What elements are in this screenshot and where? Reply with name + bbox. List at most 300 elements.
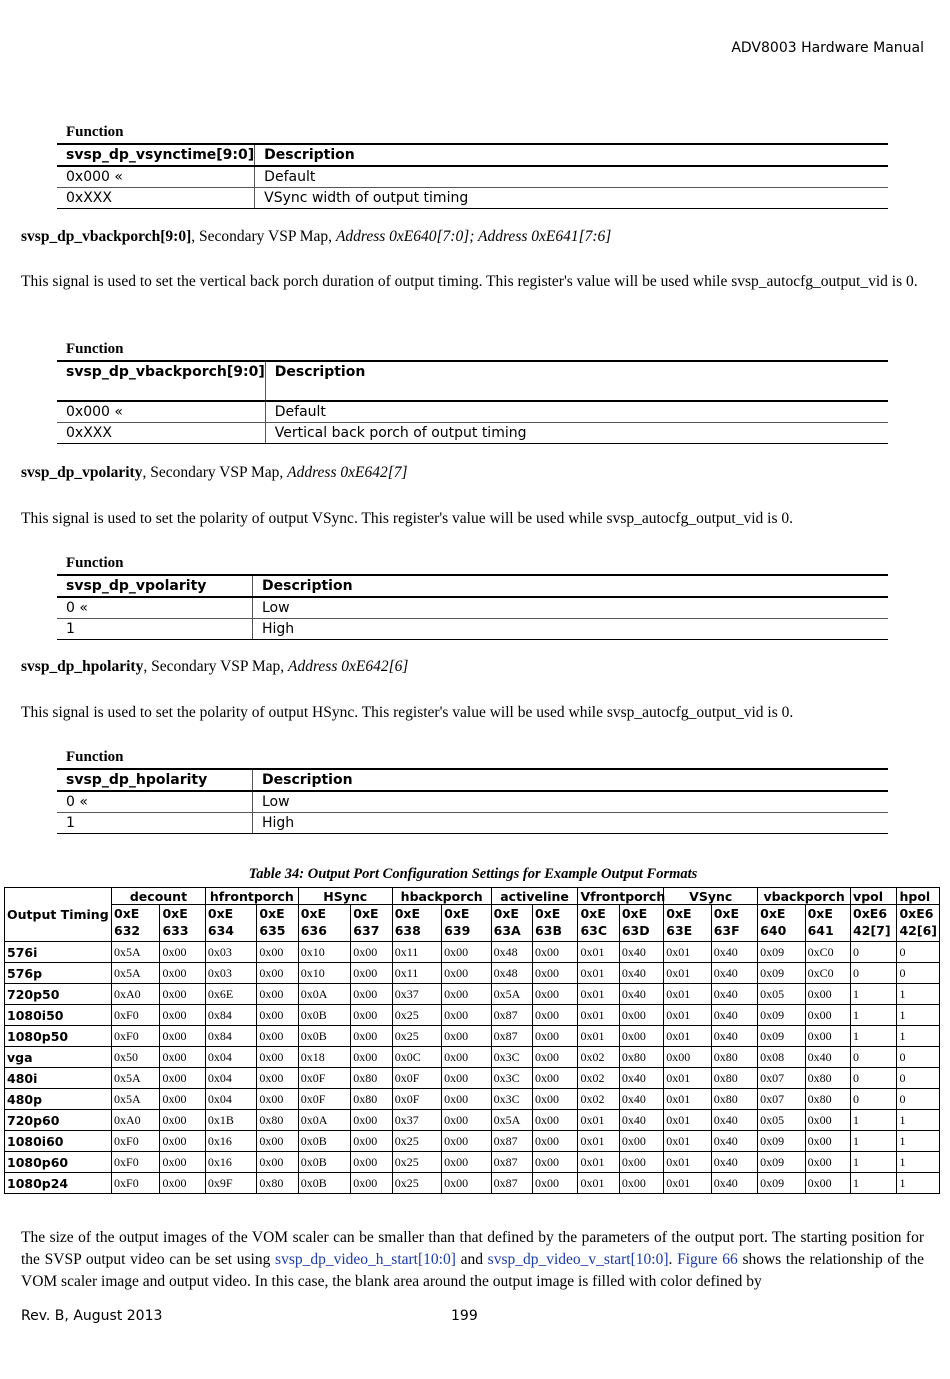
- table-cell: VSync width of output timing: [255, 188, 888, 209]
- table-cell: 0x80: [257, 1110, 298, 1131]
- table-row: [5, 963, 940, 984]
- table-cell: 0x48: [491, 963, 532, 984]
- table-cell: 0x00: [257, 942, 298, 963]
- table-cell: 0x40: [619, 984, 663, 1005]
- figure-66-link[interactable]: Figure 66: [677, 1251, 738, 1268]
- table-cell: 0x01: [664, 942, 711, 963]
- table-cell: 0x02: [578, 1068, 619, 1089]
- table-cell: 0xF0: [112, 1131, 160, 1152]
- table-cell: 0: [897, 1047, 940, 1068]
- register-address-header: 0xE6 42[7]: [851, 905, 897, 942]
- table-cell: 0x5A: [491, 984, 532, 1005]
- table-cell: 0x01: [578, 1152, 619, 1173]
- map-name: , Secondary VSP Map,: [142, 464, 288, 481]
- output-timing-name: 720p60: [5, 1110, 112, 1131]
- output-timing-name: 576p: [5, 963, 112, 984]
- register-address-header: 0xE 640: [758, 905, 805, 942]
- table-cell: 0x87: [491, 1005, 532, 1026]
- table-cell: 0 «: [57, 597, 253, 619]
- table-cell: 0x40: [711, 984, 757, 1005]
- table-cell: 0x000 «: [57, 401, 265, 423]
- table-cell: 0x18: [298, 1047, 351, 1068]
- table-cell: 0x00: [257, 963, 298, 984]
- table-title: Function: [66, 749, 124, 765]
- output-timing-header: Output Timing: [5, 888, 112, 942]
- table-cell: 0x00: [442, 1131, 491, 1152]
- table-cell: 1: [57, 813, 253, 834]
- table-cell: 0x00: [160, 942, 205, 963]
- table-cell: 0x40: [711, 1026, 757, 1047]
- output-timing-name: 1080p60: [5, 1152, 112, 1173]
- group-header: vpol: [851, 888, 897, 905]
- table-cell: 0x00: [442, 1173, 491, 1194]
- table-cell: 0x00: [351, 942, 392, 963]
- hpolarity-signal-heading: [21, 658, 408, 676]
- table-cell: 0x25: [392, 1131, 441, 1152]
- table-cell: 0x00: [160, 1152, 205, 1173]
- table-cell: 0x00: [805, 1152, 850, 1173]
- table-cell: 0x0A: [298, 1110, 351, 1131]
- table-cell: 0x3C: [491, 1068, 532, 1089]
- table-title: Function: [66, 341, 124, 357]
- group-header: hpol: [897, 888, 940, 905]
- table-cell: 0x87: [491, 1026, 532, 1047]
- table-cell: 0x05: [758, 1110, 805, 1131]
- v-start-link[interactable]: svsp_dp_video_v_start[10:0]: [487, 1251, 669, 1268]
- table-cell: 1: [897, 1110, 940, 1131]
- table-cell: 0x08: [758, 1047, 805, 1068]
- table-cell: 0xXXX: [57, 423, 265, 444]
- table-cell: 0xC0: [805, 963, 850, 984]
- output-timing-name: 480i: [5, 1068, 112, 1089]
- table-cell: 1: [851, 1152, 897, 1173]
- table-cell: 1: [897, 1152, 940, 1173]
- table-cell: 0x03: [205, 963, 256, 984]
- table-cell: 0x01: [664, 963, 711, 984]
- table-cell: 1: [851, 984, 897, 1005]
- register-address-header: 0xE 63B: [533, 905, 578, 942]
- table-cell: 1: [897, 1173, 940, 1194]
- table-cell: 0xF0: [112, 1005, 160, 1026]
- signal-name: svsp_dp_hpolarity: [21, 658, 144, 675]
- table-cell: 0x48: [491, 942, 532, 963]
- table-cell: 0x6E: [205, 984, 256, 1005]
- table-cell: 0x00: [805, 1110, 850, 1131]
- table-cell: 0x0B: [298, 1131, 351, 1152]
- group-header: hbackporch: [392, 888, 491, 905]
- table-cell: 0x01: [664, 1089, 711, 1110]
- register-address-header: 0xE 637: [351, 905, 392, 942]
- table-cell: 0x00: [442, 984, 491, 1005]
- map-name: , Secondary VSP Map,: [143, 658, 288, 675]
- table-cell: 1: [897, 1005, 940, 1026]
- h-start-link[interactable]: svsp_dp_video_h_start[10:0]: [275, 1251, 456, 1268]
- table-cell: 0x07: [758, 1089, 805, 1110]
- table-cell: 0x00: [442, 942, 491, 963]
- table-cell: 1: [897, 1026, 940, 1047]
- table-cell: 0x03: [205, 942, 256, 963]
- table-cell: 0x01: [578, 1131, 619, 1152]
- table-cell: 0xF0: [112, 1152, 160, 1173]
- group-header: HSync: [298, 888, 392, 905]
- table-cell: 0x00: [257, 1089, 298, 1110]
- table-cell: 0x87: [491, 1152, 532, 1173]
- table-cell: 0x80: [351, 1068, 392, 1089]
- register-address-header: 0xE 63E: [664, 905, 711, 942]
- table-row: [5, 1047, 940, 1068]
- table-cell: 0xC0: [805, 942, 850, 963]
- column-header: svsp_dp_vsynctime[9:0]: [57, 144, 255, 166]
- table-cell: 0x00: [160, 1005, 205, 1026]
- table-cell: 0x80: [805, 1068, 850, 1089]
- table-cell: 0x40: [711, 942, 757, 963]
- table-cell: 0x3C: [491, 1089, 532, 1110]
- table-cell: 0x5A: [491, 1110, 532, 1131]
- output-timing-name: 576i: [5, 942, 112, 963]
- table-cell: 0x04: [205, 1089, 256, 1110]
- register-address-header: 0xE 638: [392, 905, 441, 942]
- table-cell: 0x00: [619, 1173, 663, 1194]
- table-cell: 0x50: [112, 1047, 160, 1068]
- table-cell: 0x40: [711, 1131, 757, 1152]
- register-address-header: 0xE 634: [205, 905, 256, 942]
- table-cell: 0x01: [664, 1026, 711, 1047]
- table-cell: 0: [897, 1068, 940, 1089]
- hpolarity-description: This signal is used to set the polarity of output HSync. This register's value will be used while svsp_autocfg_output_vid is 0.: [21, 704, 794, 721]
- column-header: Description: [255, 144, 888, 166]
- table-cell: 0: [851, 1047, 897, 1068]
- table-cell: 0x00: [533, 1173, 578, 1194]
- table-cell: 1: [851, 1110, 897, 1131]
- table-cell: 0x87: [491, 1131, 532, 1152]
- table-cell: 0x01: [664, 1005, 711, 1026]
- output-timing-name: 1080i50: [5, 1005, 112, 1026]
- table-row: [5, 1131, 940, 1152]
- table-cell: 0x16: [205, 1131, 256, 1152]
- table-cell: 0x00: [351, 1026, 392, 1047]
- column-header: Description: [265, 361, 888, 401]
- page-header: ADV8003 Hardware Manual: [731, 40, 924, 56]
- table-caption: Table 34: Output Port Configuration Settings for Example Output Formats: [248, 866, 698, 882]
- group-header: activeline: [491, 888, 578, 905]
- vbackporch-signal-heading: [21, 228, 611, 246]
- table-cell: 0x09: [758, 1152, 805, 1173]
- table-cell: Low: [253, 597, 889, 619]
- signal-name: svsp_dp_vpolarity: [21, 464, 143, 481]
- table-cell: 0x01: [664, 1173, 711, 1194]
- table-cell: 0: [851, 1068, 897, 1089]
- table-cell: 0x80: [711, 1068, 757, 1089]
- table-row: [5, 1173, 940, 1194]
- table-cell: 0x09: [758, 1005, 805, 1026]
- table-cell: 0x80: [805, 1089, 850, 1110]
- table-cell: 0x00: [257, 1131, 298, 1152]
- table-cell: 0x11: [392, 963, 441, 984]
- table-cell: 0x07: [758, 1068, 805, 1089]
- table-cell: 0 «: [57, 791, 253, 813]
- table-cell: 0x80: [257, 1173, 298, 1194]
- table-cell: 0x00: [442, 1068, 491, 1089]
- table-cell: 0x00: [257, 1005, 298, 1026]
- table-cell: 0x01: [664, 1131, 711, 1152]
- table-row: [5, 942, 940, 963]
- vpolarity-description: This signal is used to set the polarity of output VSync. This register's value will be used while svsp_autocfg_output_vid is 0.: [21, 510, 793, 527]
- table-cell: 0x00: [160, 1110, 205, 1131]
- table-cell: 0x37: [392, 984, 441, 1005]
- table-row: [5, 984, 940, 1005]
- register-address-header: 0xE 635: [257, 905, 298, 942]
- table-cell: 0x80: [711, 1089, 757, 1110]
- table-cell: 0x00: [533, 1005, 578, 1026]
- column-header: svsp_dp_vbackporch[9:0]: [57, 361, 265, 401]
- table-cell: 1: [57, 619, 253, 640]
- register-address-header: 0xE 632: [112, 905, 160, 942]
- table-cell: 0x00: [619, 1005, 663, 1026]
- table-cell: 0x00: [351, 1047, 392, 1068]
- table-cell: 0x01: [664, 984, 711, 1005]
- table-cell: 0x0B: [298, 1005, 351, 1026]
- table-cell: Default: [265, 401, 888, 423]
- table-cell: 0x00: [160, 1047, 205, 1068]
- table-cell: 0x00: [351, 1005, 392, 1026]
- table-row: [5, 1152, 940, 1173]
- table-cell: 0x00: [533, 984, 578, 1005]
- paragraph-text: and: [455, 1251, 488, 1268]
- table-cell: 0x40: [711, 1173, 757, 1194]
- table-cell: 0x80: [711, 1047, 757, 1068]
- table-cell: 0x0F: [392, 1089, 441, 1110]
- table-cell: 0x01: [578, 963, 619, 984]
- table-cell: 0x84: [205, 1026, 256, 1047]
- table-cell: 0x09: [758, 942, 805, 963]
- group-header: vbackporch: [758, 888, 851, 905]
- table-cell: 0x000 «: [57, 166, 255, 188]
- table-cell: 0x00: [351, 984, 392, 1005]
- column-header: svsp_dp_vpolarity: [57, 575, 253, 597]
- vpolarity-function-table: [57, 553, 888, 640]
- register-address-header: 0xE 63F: [711, 905, 757, 942]
- table-cell: 0x00: [351, 1152, 392, 1173]
- table-cell: 0x00: [442, 1110, 491, 1131]
- table-cell: 0x11: [392, 942, 441, 963]
- map-name: , Secondary VSP Map,: [191, 228, 336, 245]
- signal-address: Address 0xE642[7]: [287, 464, 408, 481]
- table-cell: 0x40: [619, 1068, 663, 1089]
- table-cell: 0x25: [392, 1152, 441, 1173]
- output-timing-name: 1080p50: [5, 1026, 112, 1047]
- table-cell: 1: [851, 1131, 897, 1152]
- table-cell: 0: [851, 1089, 897, 1110]
- table-cell: Default: [255, 166, 888, 188]
- vbackporch-function-table: [57, 339, 888, 444]
- table-cell: 0x40: [619, 942, 663, 963]
- table-cell: 0x01: [664, 1152, 711, 1173]
- table-cell: 0x00: [351, 1110, 392, 1131]
- paragraph-text: The size of the output images of the VOM scaler can be smaller than that defined by the parameters of the output port. The starting position for the SVSP output video can be set using: [21, 1229, 924, 1268]
- table-cell: 0x00: [351, 963, 392, 984]
- table-cell: 0x0F: [392, 1068, 441, 1089]
- table-cell: 0x01: [578, 1110, 619, 1131]
- table-cell: 0x01: [664, 1068, 711, 1089]
- table-cell: 0x00: [533, 1152, 578, 1173]
- table-cell: 0x01: [578, 942, 619, 963]
- table-cell: 0x00: [160, 1089, 205, 1110]
- table-cell: 0x40: [805, 1047, 850, 1068]
- table-cell: 0x00: [442, 1089, 491, 1110]
- table-cell: 0x00: [619, 1152, 663, 1173]
- table-title: Function: [66, 124, 124, 140]
- table-cell: 0x00: [442, 1026, 491, 1047]
- table-cell: 0x00: [805, 1131, 850, 1152]
- column-header: Description: [253, 575, 889, 597]
- table-cell: 0x00: [351, 1173, 392, 1194]
- table-cell: 0x00: [805, 984, 850, 1005]
- table-cell: 0: [897, 1089, 940, 1110]
- signal-address: Address 0xE642[6]: [288, 658, 409, 675]
- table-cell: 0x9F: [205, 1173, 256, 1194]
- table-cell: 0x01: [664, 1110, 711, 1131]
- table-cell: 1: [897, 1131, 940, 1152]
- table-cell: 0x01: [578, 1173, 619, 1194]
- table-cell: 0x10: [298, 942, 351, 963]
- table-cell: 0x00: [257, 984, 298, 1005]
- table-cell: 0x00: [805, 1026, 850, 1047]
- table-row: [5, 1110, 940, 1131]
- table-cell: 0x25: [392, 1173, 441, 1194]
- table-cell: 0x00: [257, 1026, 298, 1047]
- table-cell: 0x00: [619, 1026, 663, 1047]
- table-cell: 0x00: [257, 1068, 298, 1089]
- column-header: svsp_dp_hpolarity: [57, 769, 253, 791]
- hpolarity-function-table: [57, 747, 888, 834]
- output-timing-name: 480p: [5, 1089, 112, 1110]
- table-title: Function: [66, 555, 124, 571]
- table-cell: 0x01: [578, 984, 619, 1005]
- table-cell: 0x00: [160, 963, 205, 984]
- table-cell: 0xF0: [112, 1026, 160, 1047]
- page-number: 199: [451, 1308, 478, 1324]
- signal-address: Address 0xE640[7:0]; Address 0xE641[7:6]: [335, 228, 612, 245]
- table-cell: 0x09: [758, 1131, 805, 1152]
- vbackporch-description: This signal is used to set the vertical back porch duration of output timing. This register's value will be used while svsp_autocfg_output_vid is 0.: [21, 273, 918, 290]
- table-cell: 0x00: [533, 963, 578, 984]
- table-cell: 0x25: [392, 1026, 441, 1047]
- table-cell: 0x40: [619, 963, 663, 984]
- table-cell: 0x40: [711, 1005, 757, 1026]
- table-cell: 0x40: [619, 1110, 663, 1131]
- table-cell: 0x40: [711, 963, 757, 984]
- table-cell: 0x00: [257, 1047, 298, 1068]
- table-cell: 0x00: [160, 1068, 205, 1089]
- table-row: [5, 1089, 940, 1110]
- table-cell: 0x00: [160, 1173, 205, 1194]
- table-cell: 0x02: [578, 1089, 619, 1110]
- table-cell: 0x5A: [112, 1068, 160, 1089]
- footer-revision: Rev. B, August 2013: [21, 1308, 163, 1324]
- table-cell: 0x00: [533, 1131, 578, 1152]
- table-cell: 0x00: [257, 1152, 298, 1173]
- table-cell: 0x04: [205, 1047, 256, 1068]
- register-address-header: 0xE 63C: [578, 905, 619, 942]
- table-cell: 0x80: [619, 1047, 663, 1068]
- column-header: Description: [253, 769, 889, 791]
- table-cell: 0x0B: [298, 1026, 351, 1047]
- table-cell: 0x00: [442, 1005, 491, 1026]
- register-address-header: 0xE 63A: [491, 905, 532, 942]
- paragraph-text: shows the relationship of the VOM scaler image and output video. In this case, the blank area around the output image is filled with color defined by: [21, 1251, 924, 1290]
- table-cell: 0: [851, 963, 897, 984]
- table-cell: High: [253, 813, 889, 834]
- table-cell: 0x02: [578, 1047, 619, 1068]
- table-cell: 1: [851, 1026, 897, 1047]
- table-cell: 0x0B: [298, 1173, 351, 1194]
- table-cell: 0: [851, 942, 897, 963]
- table-cell: 0x00: [442, 963, 491, 984]
- output-timing-name: 1080p24: [5, 1173, 112, 1194]
- register-address-header: 0xE 633: [160, 905, 205, 942]
- table-cell: 0x00: [160, 984, 205, 1005]
- table-cell: 0x3C: [491, 1047, 532, 1068]
- group-header: VSync: [664, 888, 758, 905]
- register-address-header: 0xE 636: [298, 905, 351, 942]
- table-cell: 0x01: [578, 1005, 619, 1026]
- output-timing-name: 720p50: [5, 984, 112, 1005]
- output-timing-name: 1080i60: [5, 1131, 112, 1152]
- table-cell: 0x00: [160, 1131, 205, 1152]
- table-cell: 0x00: [805, 1005, 850, 1026]
- register-address-header: 0xE 63D: [619, 905, 663, 942]
- table-cell: 0x04: [205, 1068, 256, 1089]
- table-cell: 0x5A: [112, 1089, 160, 1110]
- table-cell: 0xA0: [112, 984, 160, 1005]
- table-cell: 0x40: [711, 1110, 757, 1131]
- table-cell: 0x00: [805, 1173, 850, 1194]
- table-cell: 0x1B: [205, 1110, 256, 1131]
- table-row: [5, 1005, 940, 1026]
- table-cell: 0x00: [533, 1047, 578, 1068]
- table-cell: 0x00: [533, 1110, 578, 1131]
- register-address-header: 0xE 641: [805, 905, 850, 942]
- table-cell: 0x00: [619, 1131, 663, 1152]
- table-cell: 0x10: [298, 963, 351, 984]
- paragraph-text: .: [668, 1251, 678, 1268]
- table-cell: 0x00: [533, 1068, 578, 1089]
- table-cell: 0x0B: [298, 1152, 351, 1173]
- table-cell: 0x00: [664, 1047, 711, 1068]
- output-port-config-table: [4, 887, 940, 1194]
- register-address-header: 0xE 639: [442, 905, 491, 942]
- group-header: Vfrontporch: [578, 888, 664, 905]
- table-cell: 0x00: [533, 1089, 578, 1110]
- table-row: [5, 1068, 940, 1089]
- table-cell: 0x09: [758, 1026, 805, 1047]
- body-paragraph: [21, 1227, 924, 1293]
- table-cell: 1: [851, 1005, 897, 1026]
- table-row: [5, 1026, 940, 1047]
- table-cell: 0x5A: [112, 963, 160, 984]
- table-cell: 0x25: [392, 1005, 441, 1026]
- table-cell: Low: [253, 791, 889, 813]
- table-cell: 0x40: [711, 1152, 757, 1173]
- table-cell: 0x0F: [298, 1089, 351, 1110]
- table-cell: High: [253, 619, 889, 640]
- table-cell: 0xA0: [112, 1110, 160, 1131]
- table-cell: 0x00: [442, 1047, 491, 1068]
- group-header: hfrontporch: [205, 888, 298, 905]
- group-header: decount: [112, 888, 206, 905]
- table-cell: 0x80: [351, 1089, 392, 1110]
- table-cell: 0x09: [758, 1173, 805, 1194]
